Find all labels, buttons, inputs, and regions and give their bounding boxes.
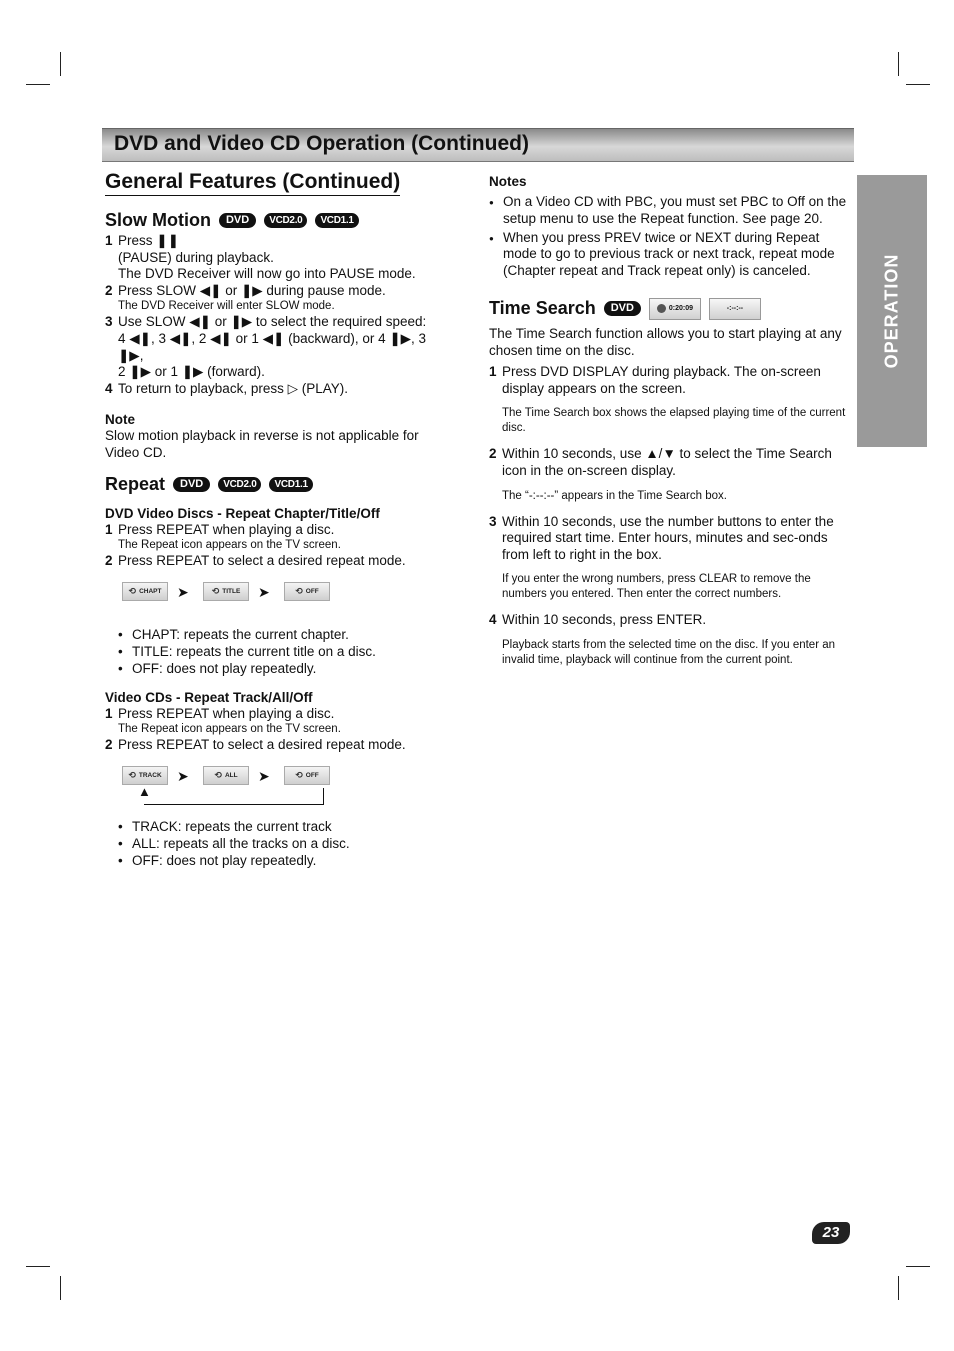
slow-motion-heading [105, 210, 450, 231]
vcd-repeat-heading: Video CDs - Repeat Track/All/Off [105, 689, 313, 705]
step-text: Press REPEAT when playing a disc. [118, 705, 335, 721]
step-note: The Time Search box shows the elapsed playing time of the current disc. [502, 407, 846, 435]
step-note: The Repeat icon appears on the TV screen. [118, 539, 341, 552]
step-line: The DVD Receiver will now go into PAUSE mode. [118, 266, 416, 282]
repeat-chip-track [122, 766, 168, 785]
arrow-up-icon: ▲ [138, 783, 151, 799]
note-item: ● When you press PREV twice or NEXT during Repeat mode to go to previous track or next track, repeat mode (Chapter repeat and Track repeat only) is canceled. [489, 230, 852, 280]
dvd-badge: DVD [604, 301, 641, 316]
step-text: Within 10 seconds, use the number buttons to enter the required start time. Enter hours, minutes and sec-onds from left to right in the box. [502, 513, 834, 562]
arrow-right-icon: ➤ [258, 583, 270, 600]
note-text: Slow motion playback in reverse is not applicable for Video CD. [105, 428, 419, 460]
slow-step-4 [105, 381, 450, 398]
step-text: To return to playback, press ▷ (PLAY). [118, 380, 348, 396]
slow-step-1 [105, 233, 450, 283]
list-item: • TRACK: repeats the current track [105, 818, 450, 835]
osd-time-search-box [709, 298, 761, 320]
crop-mark [898, 1276, 899, 1300]
dvd-badge: DVD [219, 213, 256, 228]
page-number: 23 [812, 1222, 850, 1244]
crop-mark [26, 1266, 50, 1267]
step-line: Use SLOW ◀❚ or ❚▶ to select the required speed: [118, 314, 427, 330]
ts-step-2 [489, 446, 852, 479]
slow-motion-title: Slow Motion [105, 210, 211, 230]
osd-time-display [649, 298, 701, 320]
page-title: DVD and Video CD Operation (Continued) [114, 132, 529, 155]
repeat-icon: ⟲ [295, 769, 303, 780]
note-heading: Note [105, 412, 135, 428]
step-text: Press REPEAT to select a desired repeat mode. [118, 553, 406, 569]
left-column [105, 170, 450, 869]
side-tab [857, 175, 927, 447]
step-line: (PAUSE) during playback. [118, 249, 274, 265]
slow-step-3 [105, 314, 450, 380]
vcd20-badge: VCD2.0 [264, 213, 307, 228]
slow-step-2 [105, 283, 450, 300]
step-text: Within 10 seconds, press ENTER. [502, 612, 707, 628]
list-item: • ALL: repeats all the tracks on a disc. [105, 835, 450, 852]
repeat-chip-off [284, 582, 330, 601]
step-number: 2 [489, 446, 497, 462]
list-item: • TITLE: repeats the current title on a disc. [105, 643, 450, 660]
repeat-icon: ⟲ [128, 769, 136, 780]
step-number: 4 [105, 380, 113, 396]
repeat-step-2 [105, 553, 450, 570]
dvd-repeat-heading: DVD Video Discs - Repeat Chapter/Title/Off [105, 505, 380, 521]
step-note: The “-:--:--” appears in the Time Search box. [502, 489, 727, 502]
list-item: • OFF: does not play repeatedly. [105, 660, 450, 677]
dvd-repeat-flow [105, 578, 450, 622]
vcd11-badge: VCD1.1 [269, 477, 312, 492]
repeat-step-1 [105, 522, 450, 539]
repeat-chip-all [203, 766, 249, 785]
step-note: The Repeat icon appears on the TV screen. [118, 723, 341, 736]
step-line: 2 ❚▶ or 1 ❚▶ (forward). [118, 364, 265, 380]
arrow-right-icon: ➤ [177, 583, 189, 600]
step-number: 1 [105, 233, 113, 248]
crop-mark [60, 52, 61, 76]
step-note: If you enter the wrong numbers, press CLEAR to remove the numbers you entered. Then enter the correct numbers. [502, 573, 811, 601]
step-note: The DVD Receiver will enter SLOW mode. [118, 300, 335, 313]
dvd-badge: DVD [173, 477, 210, 492]
right-column [489, 173, 852, 668]
repeat-heading [105, 474, 450, 495]
dvd-repeat-list [105, 626, 450, 677]
vcd11-badge: VCD1.1 [315, 213, 358, 228]
vcd-repeat-flow [105, 762, 450, 814]
arrow-right-icon: ➤ [258, 767, 270, 784]
ts-step-1 [489, 364, 852, 397]
vcd20-badge: VCD2.0 [218, 477, 261, 492]
step-text: Within 10 seconds, use ▲/▼ to select the Time Search icon in the on-screen display. [502, 446, 832, 478]
step-text: Press SLOW ◀❚ or ❚▶ during pause mode. [118, 282, 386, 298]
ts-step-4 [489, 612, 852, 629]
note-item: ● On a Video CD with PBC, you must set PBC to Off on the setup menu to use the Repeat function. See page 20. [489, 194, 852, 228]
repeat-icon: ⟲ [295, 585, 303, 596]
ts-step-3 [489, 514, 852, 564]
crop-mark [906, 1266, 930, 1267]
chip-label: CHAPT [139, 587, 162, 595]
arrow-right-icon: ➤ [177, 767, 189, 784]
chip-label: OFF [305, 587, 319, 595]
step-number: 1 [105, 521, 113, 537]
repeat-chip-title [203, 582, 249, 601]
list-item: • OFF: does not play repeatedly. [105, 852, 450, 869]
step-text [118, 233, 450, 283]
step-text: Press REPEAT to select a desired repeat mode. [118, 737, 406, 753]
step-number: 3 [105, 314, 113, 330]
list-item: • CHAPT: repeats the current chapter. [105, 626, 450, 643]
time-search-intro: The Time Search function allows you to start playing at any chosen time on the disc. [489, 325, 842, 358]
step-number: 1 [105, 705, 113, 721]
disc-icon [657, 304, 666, 313]
vcd-repeat-step-1 [105, 706, 450, 723]
notes-heading: Notes [489, 174, 527, 189]
osd-placeholder: -:--:-- [726, 305, 744, 313]
step-number: 2 [105, 282, 113, 298]
side-tab-label: OPERATION [881, 253, 902, 369]
chip-label: OFF [305, 771, 319, 779]
step-line: 4 ◀❚, 3 ◀❚, 2 ◀❚ or 1 ◀❚ (backward), or 4 ❚▶, 3 ❚▶, [118, 330, 427, 363]
loop-back-line [144, 788, 324, 805]
header-banner [102, 128, 854, 162]
vcd-repeat-list [105, 818, 450, 869]
step-number: 4 [489, 612, 497, 628]
vcd-repeat-step-2 [105, 737, 450, 754]
chip-label: ALL [224, 771, 238, 779]
step-text: Press REPEAT when playing a disc. [118, 521, 335, 537]
time-search-heading [489, 298, 852, 320]
crop-mark [26, 84, 50, 85]
notes-list [489, 194, 852, 280]
repeat-title: Repeat [105, 473, 166, 494]
chip-label: TITLE [222, 587, 241, 595]
repeat-chip-off [284, 766, 330, 785]
repeat-icon: ⟲ [211, 585, 220, 596]
step-note: Playback starts from the selected time on the disc. If you enter an invalid time, playback will continue from the current point. [502, 638, 836, 666]
step-text: Press DVD DISPLAY during playback. The on-screen display appears on the screen. [502, 364, 821, 396]
step-number: 2 [105, 737, 113, 753]
step-text [118, 314, 450, 380]
step-line: Press ❚❚ [118, 233, 179, 248]
step-number: 3 [489, 513, 497, 529]
time-search-title: Time Search [489, 298, 596, 319]
repeat-icon: ⟲ [214, 769, 222, 780]
osd-time: 0:20:09 [668, 305, 694, 313]
section-title: General Features (Continued) [105, 170, 400, 196]
step-number: 2 [105, 553, 113, 569]
crop-mark [898, 52, 899, 76]
step-number: 1 [489, 364, 497, 380]
crop-mark [906, 84, 930, 85]
crop-mark [60, 1276, 61, 1300]
repeat-icon: ⟲ [128, 585, 137, 596]
repeat-chip-chapt [122, 582, 168, 601]
chip-label: TRACK [138, 771, 162, 779]
